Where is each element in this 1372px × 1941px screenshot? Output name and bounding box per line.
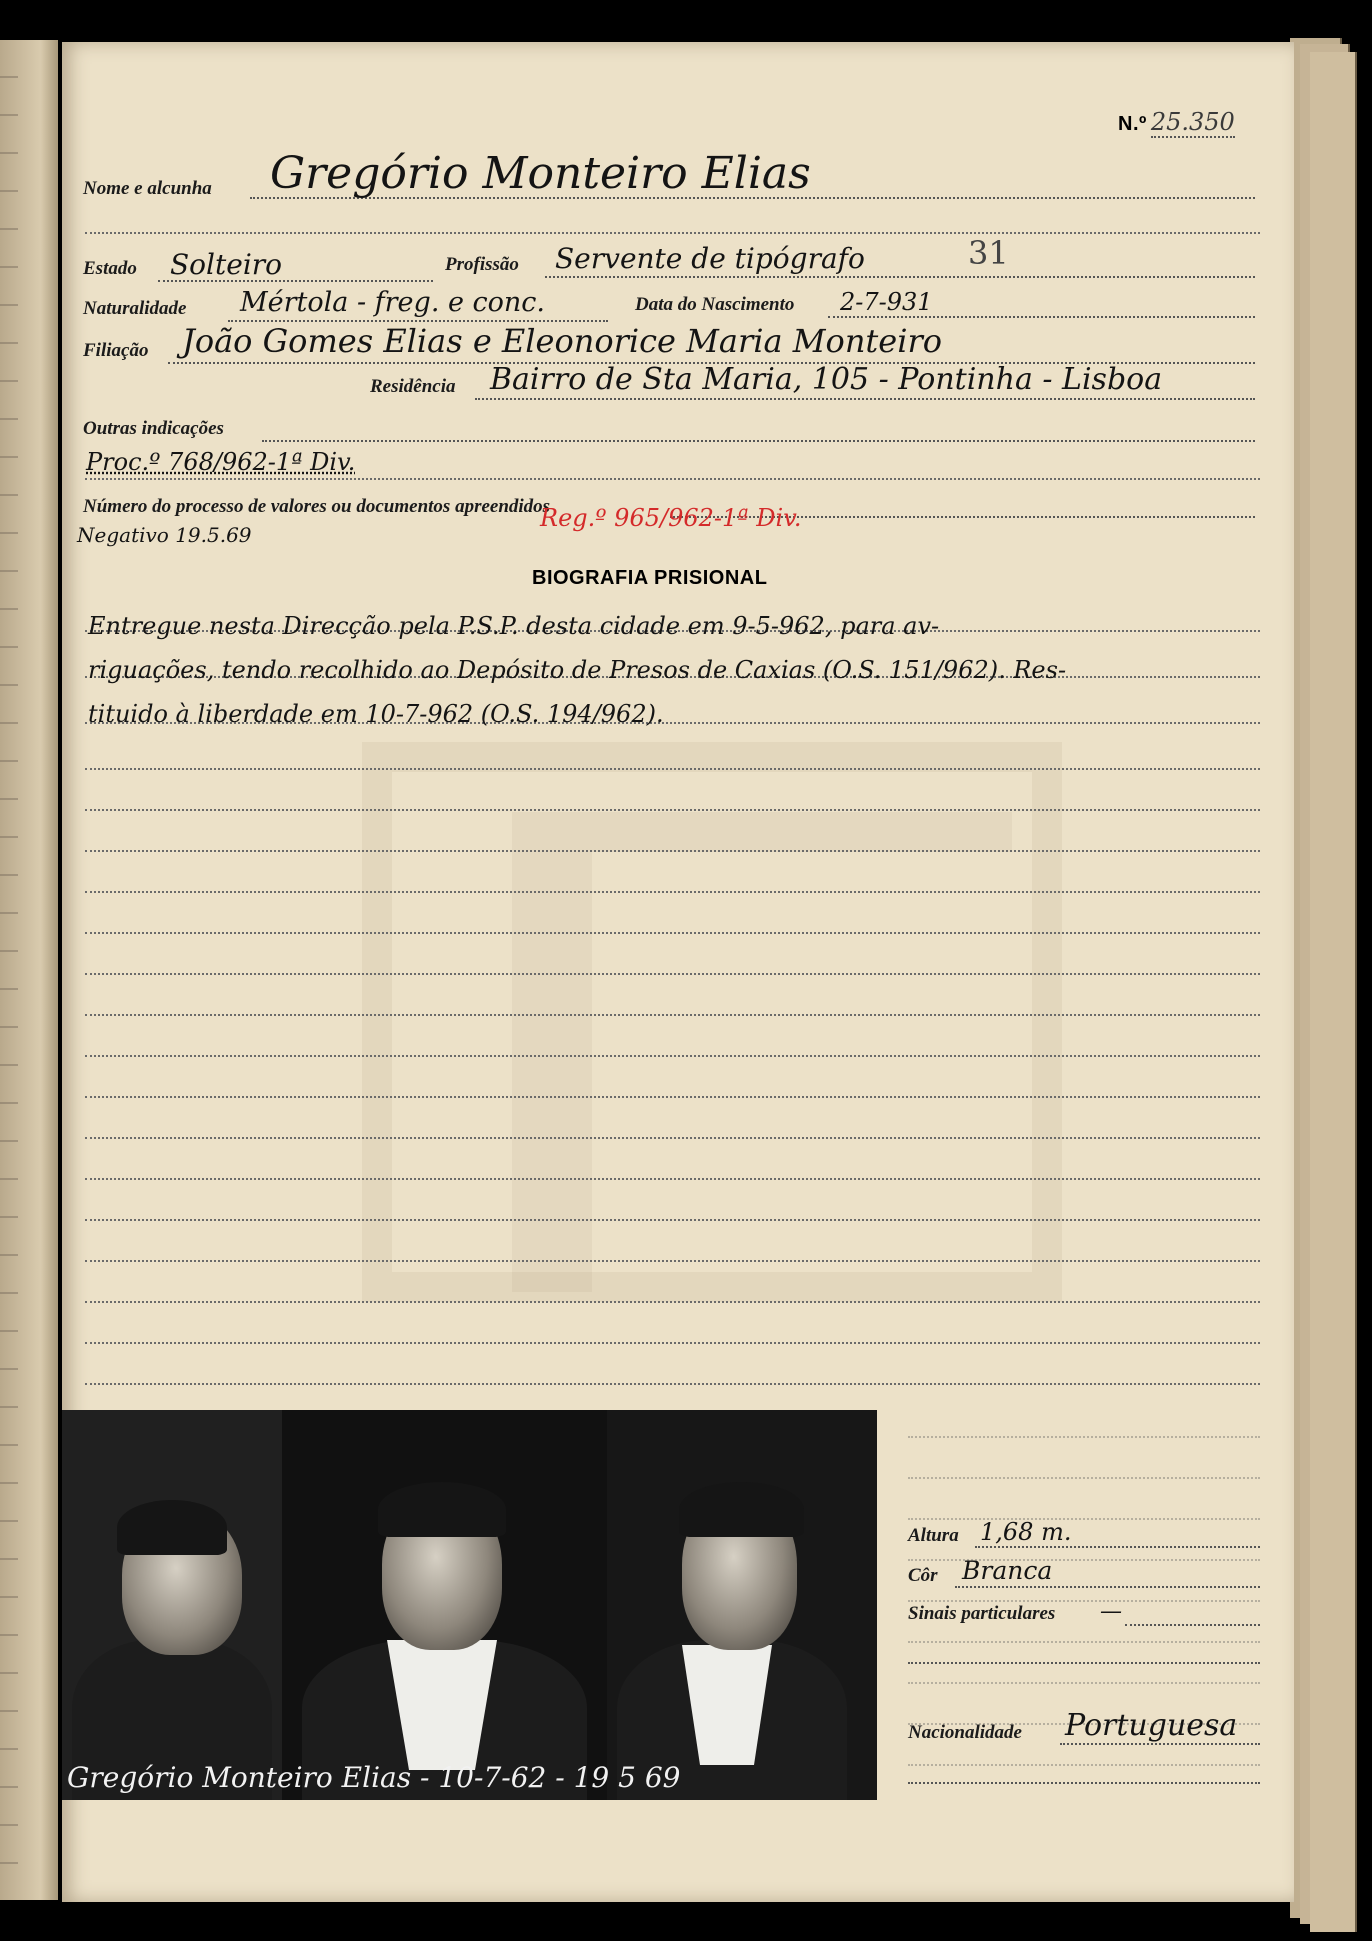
nacionalidade-label: Nacionalidade (908, 1722, 1022, 1743)
ruled-line (908, 1600, 1260, 1602)
nascimento-line (828, 316, 1255, 318)
profissao-label: Profissão (445, 254, 519, 275)
ruled-line (908, 1518, 1260, 1520)
outras-value: Proc.º 768/962-1ª Div. (86, 448, 356, 476)
ruled-line (85, 850, 1260, 852)
ruled-line (908, 1764, 1260, 1766)
record-number: N.º 25.350 (1118, 108, 1235, 136)
nome-label: Nome e alcunha (83, 178, 212, 199)
ruled-line (85, 891, 1260, 893)
outras-line-2 (85, 478, 1260, 480)
cor-line (955, 1586, 1260, 1588)
mugshot-three-quarter (607, 1410, 877, 1800)
left-page-edge (0, 40, 58, 1900)
ruled-line (85, 1178, 1260, 1180)
processo-value: Negativo 19.5.69 (77, 523, 252, 547)
biografia-line-1: Entregue nesta Direcção pela P.S.P. desta cidade em 9-5-962, para av- (88, 612, 940, 640)
watermark (362, 742, 1062, 1302)
sinais-value: — (1100, 1599, 1122, 1624)
nacionalidade-line-2 (908, 1782, 1260, 1784)
nacionalidade-value: Portuguesa (1065, 1708, 1238, 1743)
page-stack-edge (1310, 52, 1357, 1932)
processo-label: Número do processo de valores ou documentos apreendidos (83, 496, 551, 517)
ruled-line (908, 1559, 1260, 1561)
altura-value: 1,68 m. (980, 1518, 1072, 1546)
cor-value: Branca (962, 1556, 1053, 1585)
biografia-line-2: riguações, tendo recolhido ao Depósito de Presos de Caxias (O.S. 151/962). Res- (88, 656, 1067, 684)
ruled-line (85, 809, 1260, 811)
cor-label: Côr (908, 1565, 938, 1586)
ruled-line (85, 1383, 1260, 1385)
ruled-line (85, 1096, 1260, 1098)
residencia-value: Bairro de Sta Maria, 105 - Pontinha - Lisboa (490, 362, 1163, 397)
biografia-line-3: tituido à liberdade em 10-7-962 (O.S. 194/962). (88, 700, 664, 728)
mugshot-photo (62, 1410, 877, 1800)
altura-label: Altura (908, 1525, 959, 1546)
sinais-line (1125, 1624, 1260, 1626)
mugshot-caption: Gregório Monteiro Elias - 10-7-62 - 19 5 69 (67, 1761, 681, 1794)
mugshot-frontal (282, 1410, 607, 1800)
nacionalidade-line (1060, 1743, 1260, 1745)
ruled-line (85, 932, 1260, 934)
ruled-line (908, 1641, 1260, 1643)
estado-label: Estado (83, 258, 137, 279)
sinais-line-2 (908, 1662, 1260, 1664)
naturalidade-label: Naturalidade (83, 298, 187, 319)
profissao-note: 31 (968, 234, 1009, 272)
record-number-value: 25.350 (1150, 108, 1235, 136)
mugshot-profile-left (62, 1410, 282, 1800)
ruled-line (908, 1477, 1260, 1479)
biografia-title: BIOGRAFIA PRISIONAL (532, 567, 768, 589)
nascimento-value: 2-7-931 (840, 288, 933, 316)
ruled-line (85, 1342, 1260, 1344)
naturalidade-value: Mértola - freg. e conc. (240, 287, 546, 318)
nome-line-2 (85, 232, 1260, 234)
altura-line (975, 1546, 1260, 1548)
processo-red-note: Reg.º 965/962-1ª Div. (540, 504, 802, 532)
ruled-line (85, 1260, 1260, 1262)
residencia-label: Residência (370, 376, 456, 397)
ruled-line (85, 1301, 1260, 1303)
residencia-line (475, 398, 1255, 400)
sinais-label: Sinais particulares (908, 1603, 1056, 1624)
ruled-line (85, 1014, 1260, 1016)
ruled-line (85, 1055, 1260, 1057)
filiacao-label: Filiação (83, 340, 149, 361)
ruled-line (85, 768, 1260, 770)
nome-value: Gregório Monteiro Elias (270, 148, 811, 199)
estado-value: Solteiro (170, 248, 283, 281)
ruled-line (85, 1137, 1260, 1139)
nascimento-label: Data do Nascimento (635, 294, 795, 315)
profissao-value: Servente de tipógrafo (555, 242, 865, 275)
filiacao-value: João Gomes Elias e Eleonorice Maria Monteiro (182, 322, 943, 360)
outras-label: Outras indicações (83, 418, 224, 439)
ruled-line (85, 1219, 1260, 1221)
profissao-line (545, 276, 1255, 278)
ruled-line (85, 973, 1260, 975)
outras-line (262, 440, 1255, 442)
ruled-line (908, 1682, 1260, 1684)
ruled-line (908, 1436, 1260, 1438)
